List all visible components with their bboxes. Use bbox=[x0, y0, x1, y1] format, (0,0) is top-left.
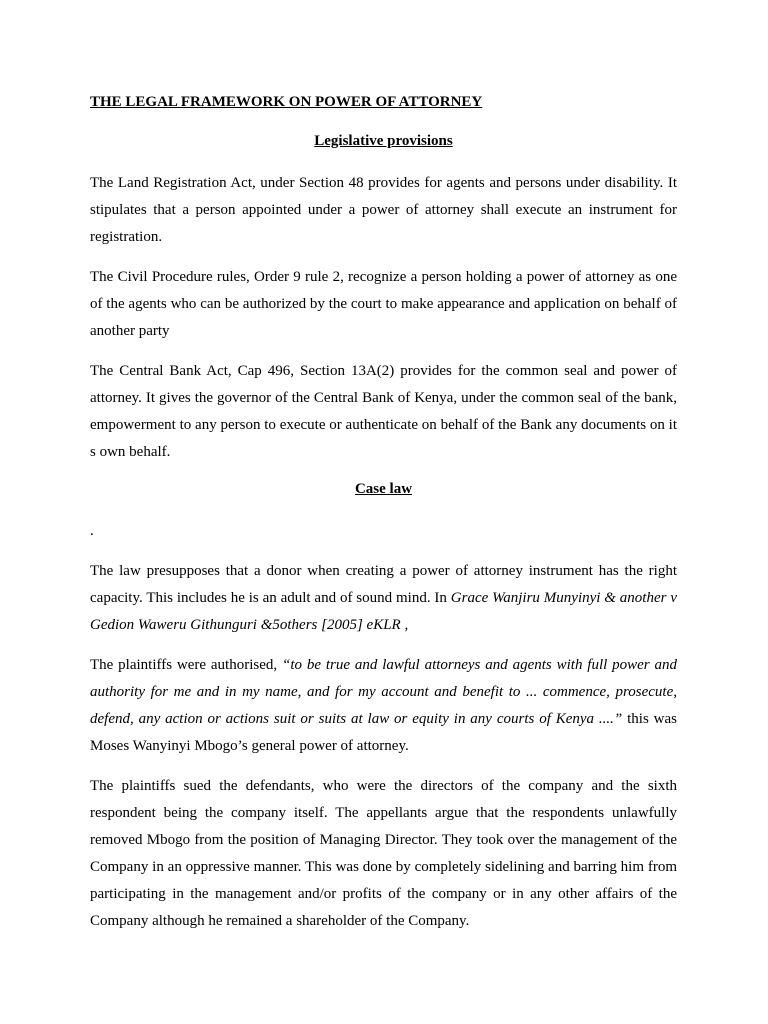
paragraph-donor-text: The law presupposes that a donor when creating a power of attorney instrument has the right capacity. This includes he is an adult and of sound mind. In bbox=[90, 563, 677, 606]
document-title: THE LEGAL FRAMEWORK ON POWER OF ATTORNEY bbox=[90, 94, 483, 110]
quoted-authority: “to be true and lawful attorneys and agents with full power and authority for me and in my name, and for my account and benefit to ... commence, prosecute, defend, any action or actions suit or suits at law or equity in any courts of Kenya ....” bbox=[90, 657, 677, 727]
quote-lead: The plaintiffs were authorised, bbox=[90, 657, 282, 673]
case-citation: Grace Wanjiru Munyinyi & another v Gedion Waweru Githunguri &5others [2005] eKLR , bbox=[90, 590, 677, 633]
stray-dot: . bbox=[90, 523, 94, 539]
section-heading-legislative: Legislative provisions bbox=[314, 133, 453, 149]
paragraph-donor-capacity bbox=[90, 558, 677, 639]
document-page bbox=[90, 92, 677, 948]
paragraph-civil-procedure: The Civil Procedure rules, Order 9 rule 2, recognize a person holding a power of attorney as one of the agents who can be authorized by the court to make appearance and application on behalf of another party bbox=[90, 269, 677, 339]
quote-tail: this was Moses Wanyinyi Mbogo’s general power of attorney. bbox=[90, 711, 677, 754]
paragraph-central-bank: The Central Bank Act, Cap 496, Section 13A(2) provides for the common seal and power of attorney. It gives the governor of the Central Bank of Kenya, under the common seal of the bank, empowerment to any person to execute or authenticate on behalf of the Bank any documents on it s own behalf. bbox=[90, 363, 677, 460]
paragraph-plaintiffs-authorised bbox=[90, 652, 677, 760]
paragraph-land-registration: The Land Registration Act, under Section 48 provides for agents and persons under disability. It stipulates that a person appointed under a power of attorney shall execute an instrument for registration. bbox=[90, 175, 677, 245]
section-heading-case-law: Case law bbox=[354, 481, 413, 497]
paragraph-plaintiffs-sued: The plaintiffs sued the defendants, who were the directors of the company and the sixth respondent being the company itself. The appellants argue that the respondents unlawfully removed Mbogo from the position of Managing Director. They took over the management of the Company in an oppressive manner. This was done by completely sidelining and barring him from participating in the management and/or profits of the company or in any other affairs of the Company although he remained a shareholder of the Company. bbox=[90, 778, 677, 929]
